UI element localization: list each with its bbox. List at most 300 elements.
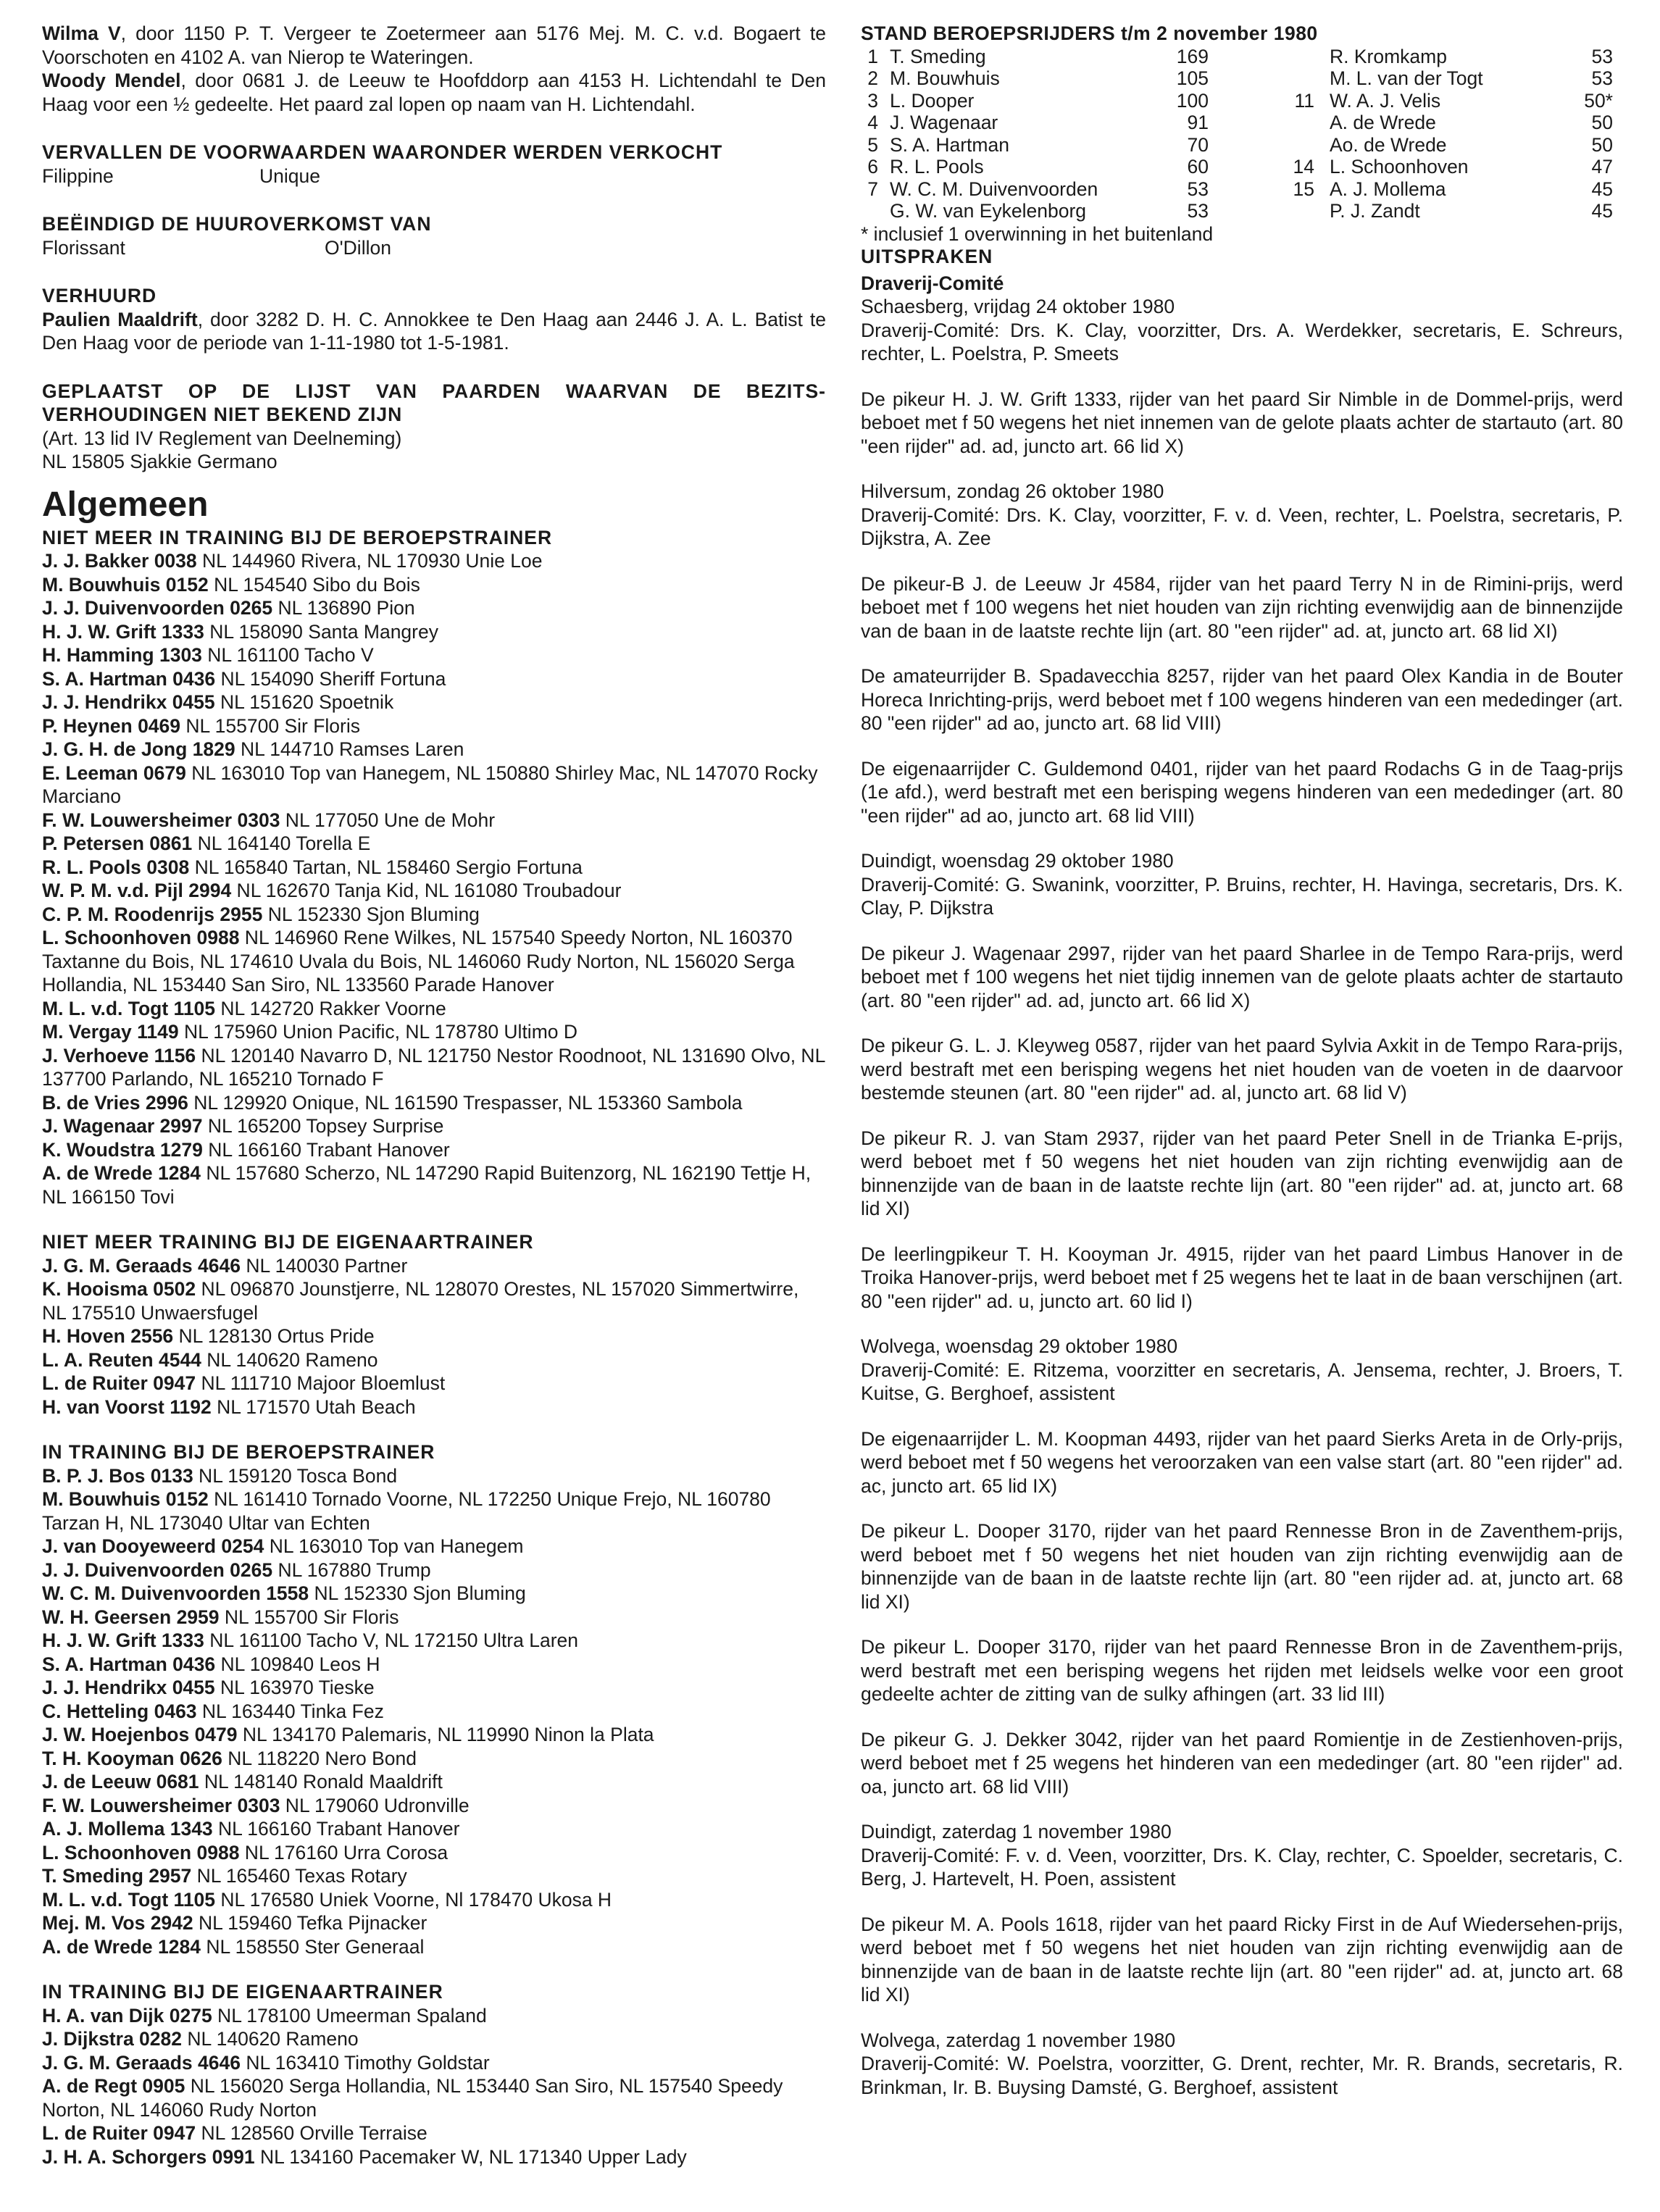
trainer-entry	[42, 573, 826, 597]
trainer-entry	[42, 761, 826, 809]
horse-list: NL 165460 Texas Rotary	[191, 1865, 407, 1887]
horse-list: NL 129920 Onique, NL 161590 Trespasser, NL 153360 Sambola	[188, 1091, 743, 1114]
trainer-entry	[42, 1535, 826, 1558]
trainer-entry	[42, 1629, 826, 1653]
trainer-entry	[42, 738, 826, 761]
trainer-name: H. J. W. Grift 1333	[42, 620, 204, 643]
horse-list: NL 136890 Pion	[272, 597, 415, 619]
ruling-entry	[861, 1728, 1623, 1799]
trainer-name: W. C. M. Duivenvoorden 1558	[42, 1582, 309, 1604]
horse-list: NL 109840 Leos H	[215, 1653, 380, 1675]
trainer-name: F. W. Louwersheimer 0303	[42, 1794, 280, 1816]
trainer-name: J. J. Hendrikx 0455	[42, 1677, 215, 1698]
horse-list: NL 179060 Udronville	[280, 1794, 470, 1816]
trainer-entry	[42, 1653, 826, 1677]
horse-list: NL 111710 Majoor Bloemlust	[196, 1372, 446, 1394]
meeting-date: Schaesberg, vrijdag 24 oktober 1980	[861, 296, 1175, 317]
section-heading: IN TRAINING BIJ DE BEROEPSTRAINER	[42, 1441, 435, 1463]
trainer-name: W. P. M. v.d. Pijl 2994	[42, 880, 232, 901]
trainer-name: T. H. Kooyman 0626	[42, 1747, 222, 1769]
meeting-date: Wolvega, zaterdag 1 november 1980	[861, 2029, 1176, 2051]
horse-list: NL 161100 Tacho V	[201, 644, 374, 666]
wins-cell: 50	[1591, 133, 1613, 156]
horse-list: NL 134160 Pacemaker W, NL 171340 Upper Lady	[254, 2145, 687, 2168]
rider-name-cell: Ao. de Wrede	[1330, 133, 1447, 156]
trainer-entry	[42, 1487, 826, 1535]
trainer-name: C. Hetteling 0463	[42, 1700, 197, 1722]
trainer-name: B. de Vries 2996	[42, 1091, 188, 1114]
right-column	[861, 22, 1623, 2121]
committee-members: Draverij-Comité: E. Ritzema, voorzitter en secretaris, A. Jensema, rechter, J. Broers, T. Kuitse, G. Berghoef, assistent	[861, 1358, 1623, 1404]
horse-list: NL 166160 Trabant Hanover	[212, 1818, 460, 1840]
ruling-text: De eigenaarrijder L. M. Koopman 4493, rijder van het paard Sierks Areta in de Orly-prijs, werd beboet met f 50 wegens het veroorzaken van een valse start (art. 80 "een rijder" ad. ac, juncto art. 65 lid IX)	[861, 1427, 1623, 1497]
rider-name-cell: T. Smeding	[890, 45, 986, 67]
horse-list: NL 163440 Tinka Fez	[196, 1700, 384, 1722]
trainer-entry	[42, 1277, 826, 1324]
verhuurd-section	[42, 284, 826, 355]
horse-list: NL 164140 Torella E	[192, 832, 371, 854]
meeting-date: Hilversum, zondag 26 oktober 1980	[861, 480, 1164, 502]
trainer-entry	[42, 1464, 826, 1488]
wins-cell: 53	[1187, 200, 1209, 222]
horse-list: NL 155700 Sir Floris	[180, 714, 360, 737]
ruling-entry	[861, 1127, 1623, 1221]
rider-name-cell: G. W. van Eykelenborg	[890, 200, 1087, 222]
horse-list-line	[42, 236, 826, 260]
trainer-entry	[42, 714, 826, 738]
trainer-entry	[42, 643, 826, 667]
trainer-name: M. Bouwhuis 0152	[42, 1488, 209, 1510]
horse-list: NL 163410 Timothy Goldstar	[240, 2051, 490, 2074]
rider-name-cell: R. Kromkamp	[1330, 45, 1447, 67]
standings-row	[861, 156, 1623, 178]
horse-name: Wilma V	[42, 22, 121, 44]
wins-cell: 50	[1591, 112, 1613, 133]
ruling-entry	[861, 664, 1623, 735]
rank-cell: 2	[867, 67, 878, 89]
meeting-date: Duindigt, woensdag 29 oktober 1980	[861, 850, 1174, 872]
trainer-entry	[42, 1582, 826, 1606]
trainer-entry	[42, 2074, 826, 2121]
trainer-entry	[42, 1770, 826, 1794]
horse-name: Unique	[259, 164, 320, 187]
trainer-name: A. J. Mollema 1343	[42, 1818, 213, 1840]
horse-list: NL 158090 Santa Mangrey	[204, 620, 438, 643]
horse-list: NL 142720 Rakker Voorne	[215, 997, 446, 1019]
rider-name-cell: L. Schoonhoven	[1330, 156, 1469, 178]
rider-name-cell: A. J. Mollema	[1330, 178, 1446, 200]
horse-name: O'Dillon	[325, 236, 391, 259]
wins-cell: 53	[1591, 67, 1613, 89]
trainer-name: P. Heynen 0469	[42, 714, 181, 737]
trainer-entry	[42, 1606, 826, 1629]
rank-cell: 3	[867, 89, 878, 112]
horse-list: NL 158550 Ster Generaal	[200, 1935, 425, 1958]
standings-rows	[861, 46, 1623, 222]
horse-list: NL 140030 Partner	[240, 1254, 408, 1277]
horse-list: NL 171570 Utah Beach	[211, 1395, 416, 1418]
horse-list: NL 161410 Tornado Voorne, NL 172250 Unique Frejo, NL 160780 Tarzan H, NL 173040 Ultar van Echten	[42, 1488, 771, 1534]
ruling-text: De pikeur G. L. J. Kleyweg 0587, rijder van het paard Sylvia Axkit in de Tempo Rara-prijs, werd bestraft met een berisping wegens het niet houden van de voeten in de daarvoor bestemde steunen (art. 80 "een rijder" ad. al, juncto art. 68 lid V)	[861, 1035, 1623, 1103]
training-section	[42, 1230, 826, 1419]
trainer-entry	[42, 1254, 826, 1278]
training-section	[42, 526, 826, 1209]
standings-row	[861, 67, 1623, 90]
trainer-entry	[42, 549, 826, 573]
vervallen-section	[42, 141, 826, 188]
rank-cell: 6	[867, 156, 878, 178]
ruling-text: De leerlingpikeur T. H. Kooyman Jr. 4915, rijder van het paard Limbus Hanover in de Troika Hanover-prijs, werd beboet met f 25 wegens het te laat in de baan verschijnen (art. 80 "een rijder" ad. u, juncto art. 60 lid I)	[861, 1243, 1623, 1312]
rider-name-cell: P. J. Zandt	[1330, 200, 1420, 222]
trainer-name: J. G. H. de Jong 1829	[42, 738, 235, 760]
ruling-text: De pikeur G. J. Dekker 3042, rijder van het paard Romientje in de Zestienhoven-prijs, werd beboet met f 25 wegens het hinderen van een mededinger (art. 80 "een rijder" ad. oa, juncto art. 68 lid VIII)	[861, 1728, 1623, 1798]
rank-cell: 4	[867, 112, 878, 133]
horse-list: NL 159460 Tefka Pijnacker	[193, 1912, 427, 1934]
ruling-text: De pikeur H. J. W. Grift 1333, rijder van het paard Sir Nimble in de Dommel-prijs, werd beboet met f 50 wegens het niet innemen van de gelote plaats achter de startauto (art. 80 "een rijder" ad. ad, juncto art. 66 lid X)	[861, 388, 1623, 457]
wins-cell: 53	[1591, 45, 1613, 67]
trainer-entry	[42, 1348, 826, 1372]
horse-list: NL 144960 Rivera, NL 170930 Unie Loe	[196, 550, 543, 572]
standings-row	[861, 134, 1623, 156]
trainer-entry	[42, 926, 826, 997]
rank-cell: 11	[1294, 89, 1314, 112]
horse-list: NL 177050 Une de Mohr	[280, 809, 496, 831]
horse-name: Woody Mendel	[42, 70, 181, 91]
standings-row	[861, 90, 1623, 112]
committee-members: Draverij-Comité: Drs. K. Clay, voorzitter, F. v. d. Veen, rechter, L. Poelstra, secretaris, P. Dijkstra, A. Zee	[861, 504, 1623, 549]
trainer-name: K. Woudstra 1279	[42, 1138, 203, 1161]
trainer-entry	[42, 2121, 826, 2145]
horse-list: NL 128560 Orville Terraise	[196, 2122, 427, 2144]
wins-cell: 50*	[1584, 89, 1613, 112]
horse-list: NL 134170 Palemaris, NL 119990 Ninon la Plata	[237, 1724, 654, 1745]
trainer-name: L. A. Reuten 4544	[42, 1348, 201, 1371]
algemeen-title: Algemeen	[42, 485, 209, 524]
paragraph-text: , door 3282 D. H. C. Annokkee te Den Haag aan 2446 J. A. L. Batist te Den Haag voor de periode van 1-11-1980 tot 1-5-1981.	[42, 308, 826, 354]
ruling-text: De pikeur L. Dooper 3170, rijder van het paard Rennesse Bron in de Zaventhem-prijs, werd beboet met f 50 wegens het niet houden van zijn richting evenwijdig aan de binnenzijde van de baan in de laatste rechte lijn (art. 80 "een rijder ad. at, juncto art. 68 lid XI)	[861, 1520, 1623, 1613]
trainer-name: H. J. W. Grift 1333	[42, 1629, 204, 1651]
rulings-list	[861, 295, 1623, 2099]
uitspraken-heading: UITSPRAKEN	[861, 246, 993, 267]
trainer-name: J. H. A. Schorgers 0991	[42, 2145, 255, 2168]
horse-list: NL 152330 Sjon Bluming	[309, 1582, 526, 1604]
horse-list: NL 140620 Rameno	[201, 1348, 378, 1371]
ruling-text: De pikeur R. J. van Stam 2937, rijder van het paard Peter Snell in de Trianka E-prijs, werd beboet met f 50 wegens het niet houden van zijn richting evenwijdig aan de binnenzijde van de baan in de laatste rechte lijn (art. 80 "een rijder" ad. at, juncto art. 68 lid XI)	[861, 1127, 1623, 1219]
ruling-text: De pikeur M. A. Pools 1618, rijder van het paard Ricky First in de Auf Wiedersehen-prijs, werd beboet met f 50 wegens het niet houden van zijn richting evenwijdig aan de binnenzijde van de baan in de laatste rechte lijn (art. 80 "een rijder" ad. at, juncto art. 68 lid XI)	[861, 1913, 1623, 2006]
trainer-name: R. L. Pools 0308	[42, 856, 190, 878]
trainer-entry	[42, 1864, 826, 1888]
trainer-name: A. de Wrede 1284	[42, 1162, 201, 1184]
standings-footnote: * inclusief 1 overwinning in het buitenland	[861, 222, 1214, 245]
trainer-entry	[42, 1841, 826, 1865]
trainer-name: A. de Regt 0905	[42, 2075, 185, 2097]
standings-title: STAND BEROEPSRIJDERS t/m 2 november 1980	[861, 22, 1318, 44]
standings-row	[861, 200, 1623, 222]
ruling-entry	[861, 1243, 1623, 1314]
trainer-name: W. H. Geersen 2959	[42, 1606, 220, 1628]
trainer-name: J. W. Hoejenbos 0479	[42, 1724, 238, 1745]
trainer-name: C. P. M. Roodenrijs 2955	[42, 903, 263, 925]
trainer-entry	[42, 1138, 826, 1162]
trainer-entry	[42, 690, 826, 714]
trainer-name: J. Wagenaar 2997	[42, 1115, 203, 1137]
horse-list: NL 161100 Tacho V, NL 172150 Ultra Laren	[204, 1629, 579, 1651]
horse-list: NL 157680 Scherzo, NL 147290 Rapid Buitenzorg, NL 162190 Tettje H, NL 166150 Tovi	[42, 1162, 812, 1208]
trainer-name: L. de Ruiter 0947	[42, 1372, 196, 1394]
training-section	[42, 1440, 826, 1958]
trainer-entry	[42, 2145, 826, 2169]
meeting-header	[861, 1335, 1623, 1406]
trainer-name: J. J. Duivenvoorden 0265	[42, 1558, 273, 1581]
horse-list: NL 152330 Sjon Bluming	[262, 903, 480, 925]
trainer-name: F. W. Louwersheimer 0303	[42, 809, 280, 831]
trainer-name: B. P. J. Bos 0133	[42, 1464, 193, 1487]
ruling-entry	[861, 388, 1623, 459]
trainer-name: M. L. v.d. Togt 1105	[42, 1888, 216, 1911]
trainer-entry	[42, 879, 826, 903]
trainer-name: S. A. Hartman 0436	[42, 1653, 216, 1675]
trainer-entry	[42, 1888, 826, 1912]
trainer-name: J. van Dooyeweerd 0254	[42, 1535, 264, 1557]
horse-list: NL 146960 Rene Wilkes, NL 157540 Speedy Norton, NL 160370 Taxtanne du Bois, NL 174610 Uvala du Bois, NL 146060 Rudy Norton, NL 156020 Serga Hollandia, NL 153440 San Siro, NL 133560 Parade Hanover	[42, 927, 795, 996]
paragraph-text: , door 0681 J. de Leeuw te Hoofddorp aan 4153 H. Lichtendahl te Den Haag voor een ½ gedeelte. Het paard zal lopen op naam van H. Lichtendahl.	[42, 70, 826, 115]
horse-list: NL 148140 Ronald Maaldrift	[199, 1771, 443, 1792]
horse-list: NL 162670 Tanja Kid, NL 161080 Troubadour	[231, 880, 622, 901]
trainer-name: H. A. van Dijk 0275	[42, 2004, 212, 2027]
intro-paragraph	[42, 22, 826, 69]
section-heading: BEËINDIGD DE HUUROVERKOMST VAN	[42, 213, 432, 235]
horse-list: NL 144710 Ramses Laren	[235, 738, 464, 760]
regulation-note: (Art. 13 lid IV Reglement van Deelneming)	[42, 427, 402, 449]
ruling-text: De pikeur J. Wagenaar 2997, rijder van het paard Sharlee in de Tempo Rara-prijs, werd beboet met f 100 wegens het niet tijdig innemen van de gelote plaats achter de startauto (art. 80 "een rijder" ad. ad, juncto art. 66 lid X)	[861, 942, 1623, 1011]
standings-table	[861, 22, 1623, 245]
ruling-entry	[861, 572, 1623, 643]
section-heading: VERVALLEN DE VOORWAARDEN WAARONDER WERDEN VERKOCHT	[42, 141, 723, 163]
rank-cell: 7	[867, 178, 878, 200]
committee-members: Draverij-Comité: Drs. K. Clay, voorzitter, Drs. A. Werdekker, secretaris, E. Schreurs, rechter, L. Poelstra, P. Smeets	[861, 319, 1623, 364]
section-heading: GEPLAATST OP DE LIJST VAN PAARDEN WAARVAN DE BEZITS-VERHOUDINGEN NIET BEKEND ZIJN	[42, 380, 826, 425]
horse-name: Filippine	[42, 164, 114, 187]
ruling-entry	[861, 942, 1623, 1013]
trainer-name: S. A. Hartman 0436	[42, 667, 216, 690]
wins-cell: 100	[1176, 89, 1209, 112]
trainer-name: J. J. Bakker 0038	[42, 550, 197, 572]
standings-row	[861, 112, 1623, 134]
meeting-header	[861, 849, 1623, 920]
meeting-date: Duindigt, zaterdag 1 november 1980	[861, 1821, 1172, 1842]
trainer-entry	[42, 1114, 826, 1138]
trainer-entry	[42, 832, 826, 856]
meeting-header	[861, 2029, 1623, 2100]
trainer-name: E. Leeman 0679	[42, 761, 186, 784]
horse-list: NL 155700 Sir Floris	[219, 1606, 399, 1628]
meeting-header	[861, 480, 1623, 551]
intro-block	[42, 22, 826, 116]
trainer-name: J. Dijkstra 0282	[42, 2028, 182, 2050]
ruling-entry	[861, 1635, 1623, 1706]
horse-list: NL 159120 Tosca Bond	[193, 1464, 398, 1487]
wins-cell: 47	[1591, 156, 1613, 178]
trainer-name: H. Hamming 1303	[42, 644, 202, 666]
trainer-entry	[42, 1817, 826, 1841]
verhuurd-paragraph	[42, 308, 826, 355]
rank-cell: 5	[867, 133, 878, 156]
trainer-entry	[42, 2051, 826, 2075]
wins-cell: 105	[1176, 67, 1209, 89]
trainer-name: L. de Ruiter 0947	[42, 2122, 196, 2144]
trainer-name: J. Verhoeve 1156	[42, 1044, 196, 1067]
rank-cell: 14	[1293, 156, 1314, 178]
beeindigd-section	[42, 212, 826, 259]
wins-cell: 70	[1187, 133, 1209, 156]
trainer-name: L. Schoonhoven 0988	[42, 927, 240, 948]
horse-list: NL 166160 Trabant Hanover	[202, 1138, 450, 1161]
standings-row	[861, 178, 1623, 201]
ruling-text: De eigenaarrijder C. Guldemond 0401, rijder van het paard Rodachs G in de Taag-prijs (1e afd.), werd bestraft met een berisping wegens hinderen van een mededinger (art. 80 "een rijder" ad ao, juncto art. 68 lid VIII)	[861, 757, 1623, 827]
wins-cell: 60	[1187, 156, 1209, 178]
horse-list: NL 154540 Sibo du Bois	[208, 573, 420, 596]
rider-name-cell: W. C. M. Duivenvoorden	[890, 178, 1098, 200]
training-sections	[42, 526, 826, 2169]
trainer-name: M. Vergay 1149	[42, 1021, 179, 1043]
trainer-name: J. G. M. Geraads 4646	[42, 2051, 241, 2074]
horse-list: NL 163970 Tieske	[214, 1677, 375, 1698]
wins-cell: 91	[1187, 112, 1209, 133]
trainer-entry	[42, 1747, 826, 1771]
wins-cell: 45	[1591, 200, 1613, 222]
trainer-name: J. J. Duivenvoorden 0265	[42, 597, 273, 619]
comite-heading: Draverij-Comité	[861, 272, 1004, 294]
trainer-name: T. Smeding 2957	[42, 1865, 192, 1887]
trainer-name: K. Hooisma 0502	[42, 1278, 196, 1300]
horse-list: NL 175960 Union Pacific, NL 178780 Ultimo D	[178, 1021, 578, 1043]
committee-members: Draverij-Comité: W. Poelstra, voorzitter, G. Drent, rechter, Mr. R. Brands, secretaris, R. Brinkman, Ir. B. Buysing Damsté, G. Berghoef, assistent	[861, 2053, 1623, 2098]
horse-list: NL 163010 Top van Hanegem	[264, 1535, 524, 1557]
trainer-entry	[42, 856, 826, 880]
horse-list: NL 120140 Navarro D, NL 121750 Nestor Roodnoot, NL 131690 Olvo, NL 137700 Parlando, NL 165210 Tornado F	[42, 1044, 825, 1090]
trainer-name: M. L. v.d. Togt 1105	[42, 997, 216, 1019]
trainer-name: J. J. Hendrikx 0455	[42, 691, 215, 713]
geplaatst-section	[42, 380, 826, 474]
trainer-entry	[42, 903, 826, 927]
horse-list-line	[42, 164, 826, 188]
trainer-name: H. Hoven 2556	[42, 1325, 174, 1347]
horse-list: NL 118220 Nero Bond	[222, 1747, 417, 1769]
ruling-entry	[861, 1427, 1623, 1498]
horse-name: Paulien Maaldrift	[42, 308, 198, 330]
ruling-text: De pikeur L. Dooper 3170, rijder van het paard Rennesse Bron in de Zaventhem-prijs, werd bestraft met een berisping wegens het rijden met leidsels welke voor een groot gedeelte achter de zitting van de sulky afhingen (art. 33 lid III)	[861, 1636, 1623, 1705]
trainer-name: A. de Wrede 1284	[42, 1935, 201, 1958]
ruling-text: De pikeur-B J. de Leeuw Jr 4584, rijder van het paard Terry N in de Rimini-prijs, werd beboet met f 100 wegens het niet houden van zijn richting evenwijdig aan de binnenzijde van de baan in de laatste rechte lijn (art. 80 "een rijder" ad. at, juncto art. 68 lid XI)	[861, 572, 1623, 642]
trainer-name: J. de Leeuw 0681	[42, 1771, 199, 1792]
horse-list: NL 154090 Sheriff Fortuna	[215, 667, 446, 690]
horse-list: NL 165840 Tartan, NL 158460 Sergio Fortuna	[189, 856, 583, 878]
rider-name-cell: R. L. Pools	[890, 156, 984, 178]
trainer-entry	[42, 620, 826, 644]
trainer-entry	[42, 1700, 826, 1724]
rider-name-cell: M. Bouwhuis	[890, 67, 1000, 89]
ruling-entry	[861, 1034, 1623, 1105]
wins-cell: 45	[1591, 178, 1613, 200]
ruling-text: De amateurrijder B. Spadavecchia 8257, rijder van het paard Olex Kandia in de Bouter Horeca Inrichting-prijs, werd beboet met f 100 wegens hinderen van een mededinger (art. 80 "een rijder" ad ao, juncto art. 68 lid VIII)	[861, 665, 1623, 734]
trainer-entry	[42, 1020, 826, 1044]
ruling-entry	[861, 1519, 1623, 1614]
committee-members: Draverij-Comité: G. Swanink, voorzitter, P. Bruins, rechter, H. Havinga, secretaris, Drs. K. Clay, P. Dijkstra	[861, 873, 1623, 919]
trainer-name: J. G. M. Geraads 4646	[42, 1254, 241, 1277]
rider-name-cell: J. Wagenaar	[890, 112, 998, 133]
trainer-entry	[42, 809, 826, 832]
meeting-date: Wolvega, woensdag 29 oktober 1980	[861, 1335, 1178, 1357]
committee-members: Draverij-Comité: F. v. d. Veen, voorzitter, Drs. K. Clay, rechter, C. Spoelder, secretaris, C. Berg, J. Hartevelt, H. Poen, assistent	[861, 1844, 1623, 1890]
trainer-entry	[42, 667, 826, 691]
trainer-entry	[42, 1372, 826, 1395]
horse-list: NL 140620 Rameno	[182, 2028, 359, 2050]
horse-list: NL 151620 Spoetnik	[214, 691, 394, 713]
wins-cell: 169	[1176, 45, 1209, 67]
horse-name: Florissant	[42, 236, 125, 259]
horse-list: NL 128130 Ortus Pride	[173, 1325, 375, 1347]
rider-name-cell: L. Dooper	[890, 89, 975, 112]
trainer-name: H. van Voorst 1192	[42, 1395, 212, 1418]
rank-cell: 1	[867, 45, 878, 67]
trainer-entry	[42, 2004, 826, 2028]
horse-list: NL 163010 Top van Hanegem, NL 150880 Shirley Mac, NL 147070 Rocky Marciano	[42, 761, 818, 807]
rank-cell: 15	[1293, 178, 1314, 200]
trainer-entry	[42, 997, 826, 1021]
horse-list: NL 178100 Umeerman Spaland	[212, 2004, 487, 2027]
trainer-entry	[42, 1676, 826, 1700]
paragraph-text: , door 1150 P. T. Vergeer te Zoetermeer aan 5176 Mej. M. C. v.d. Bogaert te Voorschoten en 4102 A. van Nierop te Wateringen.	[42, 22, 826, 68]
wins-cell: 53	[1187, 178, 1209, 200]
meeting-header	[861, 1820, 1623, 1891]
trainer-entry	[42, 1091, 826, 1115]
meeting-header	[861, 295, 1623, 366]
horse-list: NL 096870 Jounstjerre, NL 128070 Orestes, NL 157020 Simmertwirre, NL 175510 Unwaersfugel	[42, 1278, 799, 1324]
horse-list-line: NL 15805 Sjakkie Germano	[42, 451, 278, 472]
training-section	[42, 1980, 826, 2169]
horse-list: NL 176160 Urra Corosa	[239, 1841, 449, 1863]
ruling-entry	[861, 757, 1623, 828]
trainer-entry	[42, 1723, 826, 1747]
section-heading: NIET MEER IN TRAINING BIJ DE BEROEPSTRAINER	[42, 526, 553, 548]
horse-list: NL 156020 Serga Hollandia, NL 153440 San Siro, NL 157540 Speedy Norton, NL 146060 Rudy Norton	[42, 2075, 783, 2121]
trainer-entry	[42, 1161, 826, 1209]
section-heading: VERHUURD	[42, 285, 157, 306]
trainer-name: P. Petersen 0861	[42, 832, 193, 854]
trainer-entry	[42, 596, 826, 620]
horse-list: NL 176580 Uniek Voorne, Nl 178470 Ukosa H	[215, 1888, 612, 1911]
trainer-entry	[42, 1794, 826, 1818]
trainer-name: L. Schoonhoven 0988	[42, 1841, 240, 1863]
trainer-entry	[42, 1935, 826, 1959]
trainer-entry	[42, 2027, 826, 2051]
rider-name-cell: A. de Wrede	[1330, 112, 1436, 133]
trainer-name: Mej. M. Vos 2942	[42, 1912, 193, 1934]
trainer-entry	[42, 1911, 826, 1935]
rider-name-cell: S. A. Hartman	[890, 133, 1009, 156]
ruling-entry	[861, 1913, 1623, 2007]
standings-row	[861, 46, 1623, 68]
rider-name-cell: W. A. J. Velis	[1330, 89, 1441, 112]
trainer-entry	[42, 1395, 826, 1419]
trainer-entry	[42, 1558, 826, 1582]
trainer-name: M. Bouwhuis 0152	[42, 573, 209, 596]
horse-list: NL 167880 Trump	[272, 1558, 431, 1581]
horse-list: NL 165200 Topsey Surprise	[202, 1115, 444, 1137]
intro-paragraph	[42, 69, 826, 116]
trainer-entry	[42, 1324, 826, 1348]
section-heading: IN TRAINING BIJ DE EIGENAARTRAINER	[42, 1981, 443, 2003]
